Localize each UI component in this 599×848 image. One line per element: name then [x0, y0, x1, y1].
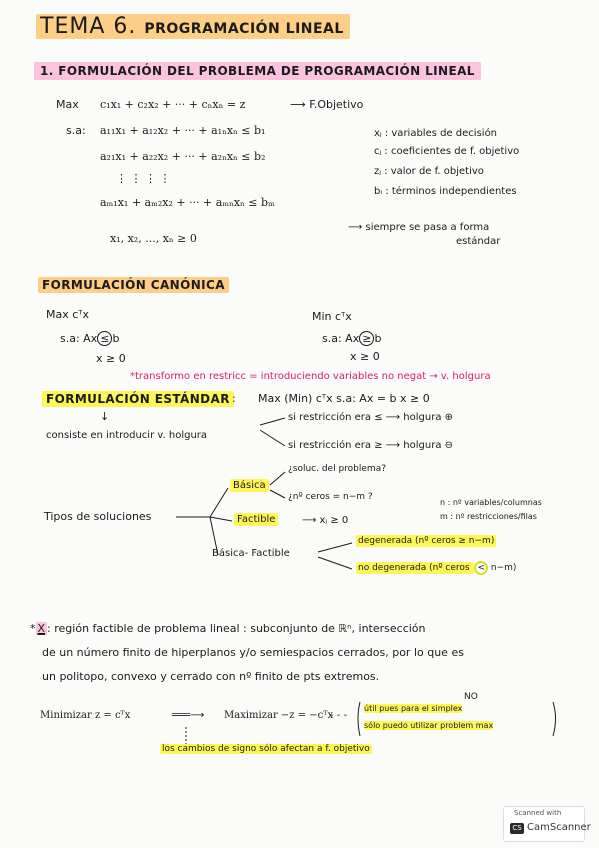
model-dots: ⋮ ⋮ ⋮ ⋮: [116, 172, 171, 185]
soluciones-nm2: m : nº restricciones/filas: [440, 512, 537, 521]
model-objective: c₁x₁ + c₂x₂ + ··· + cₙxₙ = z: [100, 98, 246, 111]
minmax-minimizar: Minimizar z = cᵀx: [40, 710, 131, 721]
legend-item: xⱼ : variables de decisión: [374, 128, 498, 139]
legend-item: cⱼ : coeficientes de f. objetivo: [374, 146, 520, 157]
soluciones-basica-q1: ¿soluc. del problema?: [288, 464, 386, 474]
minmax-equiv: ═══⟶: [172, 710, 205, 721]
camscanner-icon: CS: [510, 823, 524, 834]
soluciones-nm1: n : nº variables/columnas: [440, 498, 542, 507]
model-max: Max: [56, 98, 79, 111]
soluciones-bf: Básica- Factible: [212, 548, 290, 559]
page-title: [36, 14, 350, 39]
soluciones-basica: Básica: [230, 480, 269, 491]
estandar-colon: :: [232, 392, 236, 405]
minmax-no: NO: [464, 692, 478, 702]
model-nonneg: x₁, x₂, ..., xₙ ≥ 0: [110, 232, 197, 245]
model-nonneg-arrow: ⟶ siempre se pasa a forma: [348, 222, 490, 233]
minmax-maximizar: Maximizar −z = −cᵀx: [224, 710, 334, 721]
soluciones-factible-cond: ⟶ xⱼ ≥ 0: [302, 515, 349, 526]
camscanner-badge: [503, 806, 591, 842]
soluciones-label: Tipos de soluciones: [44, 510, 152, 523]
canonica-max-constraint: s.a: Ax ≤ b: [60, 332, 120, 345]
soluciones-degenerada: degenerada (nº ceros ≥ n−m): [358, 536, 495, 546]
camscanner-label: CamScanner: [527, 822, 591, 833]
soluciones-no-degenerada: no degenerada (nº ceros < n−m): [358, 563, 517, 573]
soluciones-basica-q2: ¿nº ceros = n−m ?: [288, 492, 373, 502]
canonica-heading: FORMULACIÓN CANÓNICA: [38, 278, 229, 292]
title-name: PROGRAMACIÓN LINEAL: [144, 21, 344, 37]
legend-item: zⱼ : valor de f. objetivo: [374, 166, 484, 177]
canonica-max-x: x ≥ 0: [96, 352, 126, 365]
estandar-case1: si restricción era ≤ ⟶ holgura ⊕: [288, 412, 453, 423]
minmax-util2: sólo puedo utilizar problem max: [364, 721, 494, 730]
model-objective-arrow: ⟶ F.Objetivo: [290, 98, 364, 111]
model-sa: s.a:: [66, 124, 86, 137]
region-line1: * X : región factible de problema lineal : subconjunto de ℝⁿ, intersección: [30, 622, 426, 635]
canonica-min: Min cᵀx: [312, 310, 352, 323]
model-row1: a₁₁x₁ + a₁₂x₂ + ··· + a₁ₙxₙ ≤ b₁: [100, 124, 266, 137]
estandar-arrow-down: ↓: [100, 410, 110, 423]
canonica-note: *transformo en restricc = introduciendo variables no negat → v. holgura: [130, 371, 491, 382]
canonica-min-x: x ≥ 0: [350, 350, 380, 363]
region-line2: de un número finito de hiperplanos y/o semiespacios cerrados, por lo que es: [42, 646, 464, 659]
model-row2: a₂₁x₁ + a₂₂x₂ + ··· + a₂ₙxₙ ≤ b₂: [100, 150, 266, 163]
estandar-heading: FORMULACIÓN ESTÁNDAR: [42, 392, 234, 406]
title-tema: TEMA 6.: [40, 14, 137, 39]
region-line3: un politopo, convexo y cerrado con nº finito de pts extremos.: [42, 670, 380, 683]
minmax-note: los cambios de signo sólo afectan a f. objetivo: [162, 744, 370, 754]
canonica-max: Max cᵀx: [46, 308, 90, 321]
minmax-dashes: - - -: [330, 710, 348, 721]
legend-item: bᵢ : términos independientes: [374, 186, 517, 197]
estandar-case2: si restricción era ≥ ⟶ holgura ⊖: [288, 440, 453, 451]
canonica-min-constraint: s.a: Ax ≥ b: [322, 332, 382, 345]
model-rowm: aₘ₁x₁ + aₘ₂x₂ + ··· + aₘₙxₙ ≤ bₘ: [100, 196, 275, 209]
estandar-formula: Max (Min) cᵀx s.a: Ax = b x ≥ 0: [258, 392, 430, 405]
model-nonneg-arrow2: estándar: [456, 236, 501, 247]
estandar-consiste: consiste en introducir v. holgura: [46, 430, 208, 441]
camscanner-scanned-with: Scanned with: [514, 809, 562, 817]
section1-heading: 1. FORMULACIÓN DEL PROBLEMA DE PROGRAMACIÓN LINEAL: [34, 64, 481, 78]
minmax-util1: útil pues para el simplex: [364, 704, 463, 713]
soluciones-factible: Factible: [234, 514, 278, 525]
